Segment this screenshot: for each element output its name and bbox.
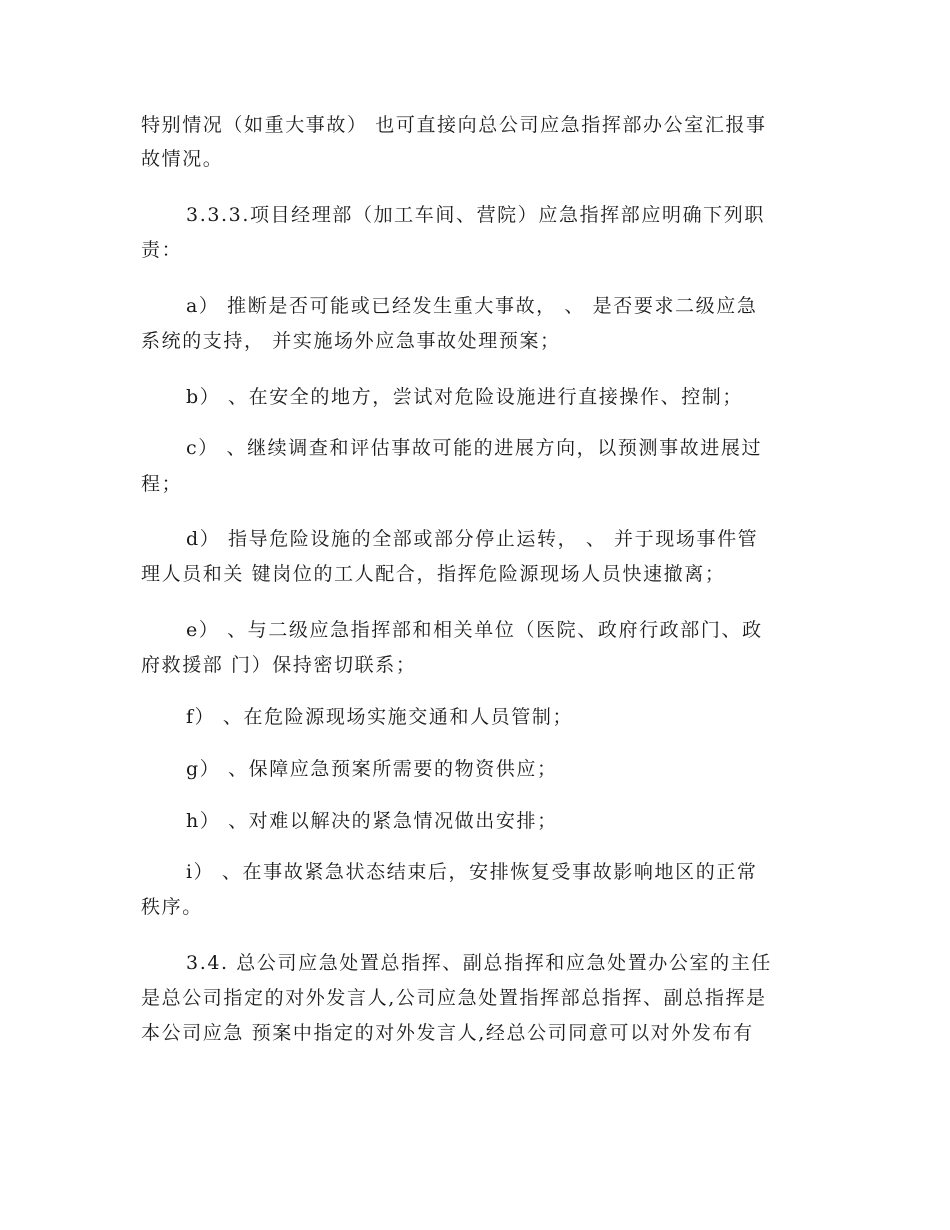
text-line: 本公司应急 预案中指定的对外发言人,经总公司同意可以对外发布有	[141, 1022, 754, 1044]
text-line: 系统的支持， 并实施场外应急事故处理预案；	[141, 330, 561, 352]
list-item-b: b） 、在安全的地方，尝试对危险设施进行直接操作、控制；	[186, 386, 744, 408]
list-item-h: h） 、对难以解决的紧急情况做出安排；	[186, 810, 558, 832]
text-line: 是总公司指定的对外发言人,公司应急处置指挥部总指挥、副总指挥是	[141, 987, 767, 1009]
text-line: 秩序。	[141, 896, 203, 918]
list-item-e: e） 、与二级应急指挥部和相关单位（医院、政府行政部门、政	[186, 619, 763, 641]
text-line: 特别情况（如重大事故） 也可直接向总公司应急指挥部办公室汇报事	[141, 114, 767, 136]
text-line: 故情况。	[141, 148, 224, 170]
list-item-g: g） 、保障应急预案所需要的物资供应；	[186, 758, 558, 780]
text-line: 程；	[141, 473, 183, 495]
list-item-c: c） 、继续调查和评估事故可能的进展方向，以预测事故进展过	[186, 437, 763, 459]
list-item-f: f） 、在危险源现场实施交通和人员管制；	[186, 706, 574, 728]
section-heading-3-3-3: 3.3.3.项目经理部（加工车间、营院）应急指挥部应明确下列职	[186, 204, 765, 226]
list-item-d: d） 指导危险设施的全部或部分停止运转， 、 并于现场事件管	[186, 528, 759, 550]
list-item-a: a） 推断是否可能或已经发生重大事故， 、 是否要求二级应急	[186, 295, 758, 317]
text-line: 府救援部 门）保持密切联系；	[141, 654, 417, 676]
list-item-i: i） 、在事故紧急状态结束后，安排恢复受事故影响地区的正常	[186, 861, 758, 883]
section-heading-3-4: 3.4. 总公司应急处置总指挥、副总指挥和应急处置办公室的主任	[186, 952, 772, 974]
text-line: 责：	[141, 239, 183, 261]
text-line: 理人员和关 键岗位的工人配合，指挥危险源现场人员快速撤离；	[141, 563, 726, 585]
